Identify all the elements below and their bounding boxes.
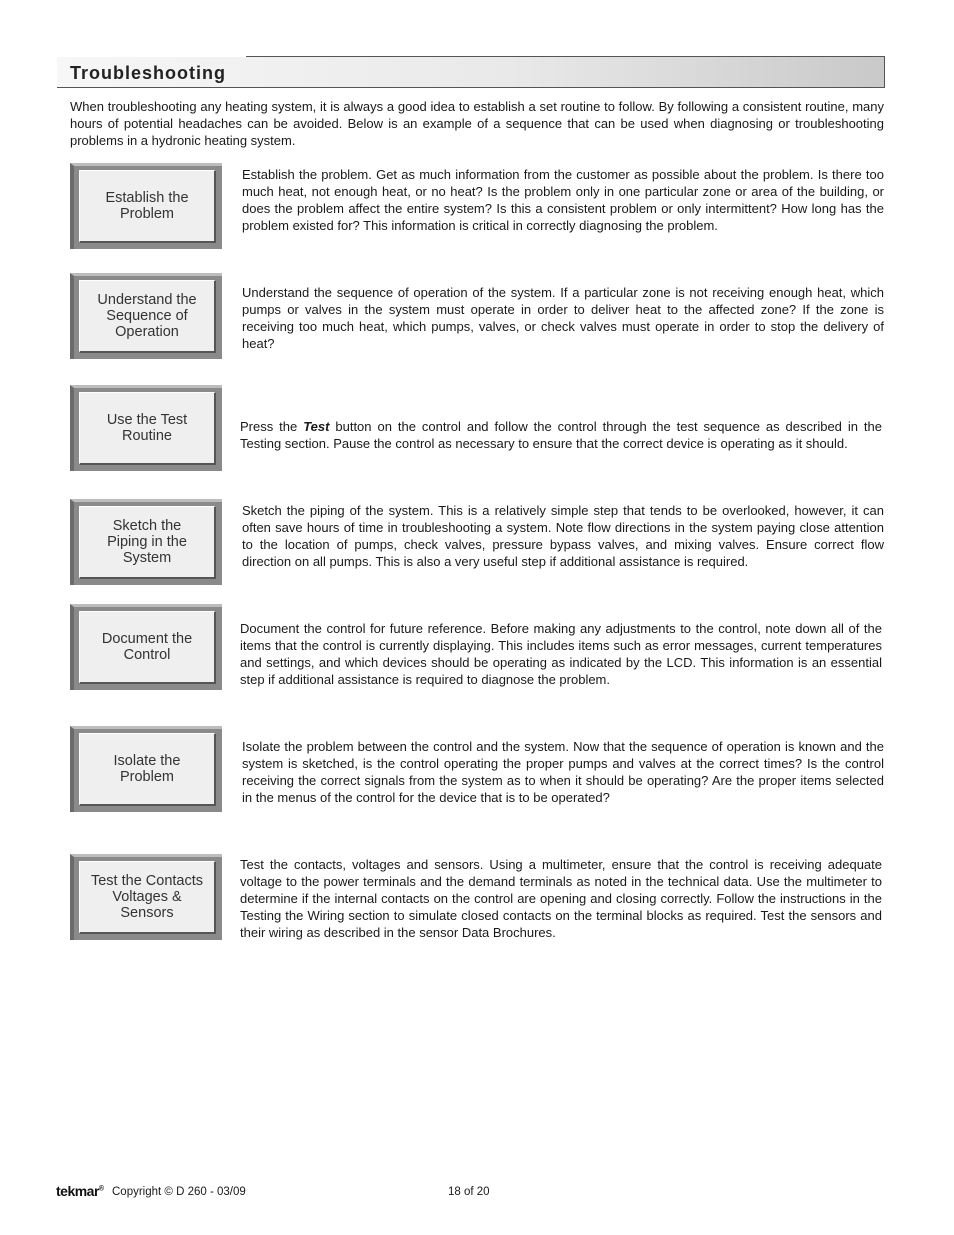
step-label: Establish the Problem: [105, 190, 189, 222]
intro-paragraph: When troubleshooting any heating system, it is always a good idea to establish a set routine to follow. By following a consistent routine, many hours of potential headaches can be avoided. Below is an example of a sequence that can be used when diagnosing or troubleshooting problems in a hydronic heating system.: [70, 99, 884, 148]
test-button-name: Test: [303, 419, 330, 434]
step-label: Document the Control: [101, 631, 193, 663]
step-description: Press the Test button on the control and follow the control through the test sequence as described in the Testing section. Pause the control as necessary to ensure that the correct device is operating as it should.: [240, 419, 882, 451]
step-label-box: [70, 854, 222, 940]
page-title: Troubleshooting: [70, 63, 226, 83]
step-description: Sketch the piping of the system. This is a relatively simple step that tends to be overlooked, however, it can often save hours of time in troubleshooting a system. Note flow directions in the system paying close attention to the location of pumps, check valves, pressure bypass valves, and mixing valves. Ensure correct flow direction on all pumps. This is also a very useful step if additional assistance is required.: [242, 503, 884, 569]
page-number: 18 of 20: [448, 1186, 490, 1198]
step-label-box: [70, 604, 222, 690]
step-label-box: [70, 726, 222, 812]
step-description: Test the contacts, voltages and sensors. Using a multimeter, ensure that the control is receiving adequate voltage to the power terminals and the demand terminals as noted in the technical data. Use the multimeter to determine if the internal contacts on the control are opening and closing correctly. Follow the instructions in the Testing the Wiring section to simulate closed contacts on the terminal blocks as required. Test the sensors and their wiring as described in the sensor Data Brochures.: [240, 857, 882, 940]
copyright-text: Copyright © D 260 - 03/09: [112, 1186, 246, 1198]
step-label-box: [70, 499, 222, 585]
step-label-box: [70, 385, 222, 471]
section-header: [57, 56, 885, 88]
step-label-box: [70, 273, 222, 359]
step-label: Understand the Sequence of Operation: [97, 292, 197, 340]
step-label: Sketch the Piping in the System: [107, 518, 187, 566]
step-description: Understand the sequence of operation of the system. If a particular zone is not receiving enough heat, which pumps or valves in the system must operate in order to deliver heat to the affected zone? If the zone is receiving too much heat, which pumps, valves, or check valves must operate in order to stop the delivery of heat?: [242, 285, 884, 351]
step-label: Isolate the Problem: [113, 753, 181, 785]
tekmar-logo: tekmar®: [56, 1183, 104, 1199]
step-label: Test the Contacts Voltages & Sensors: [90, 873, 204, 921]
step-description: Isolate the problem between the control and the system. Now that the sequence of operation is known and the system is sketched, is the control operating the proper pumps and valves at the correct times? Is the control receiving the correct signals from the system as to when it should be operating? Are the proper items selected in the menus of the control for the device that is to be operated?: [242, 739, 884, 805]
step-label-box: [70, 163, 222, 249]
step-description: Establish the problem. Get as much information from the customer as possible about the problem. Is there too much heat, not enough heat, or no heat? Is the problem only in one particular zone or area of the building, or does the problem affect the entire system? Is this a consistent problem or only intermittent? How long has the problem existed for? This information is critical in correctly diagnosing the problem.: [242, 167, 884, 233]
step-label: Use the Test Routine: [106, 412, 188, 444]
step-description: Document the control for future reference. Before making any adjustments to the control, note down all of the items that the control is currently displaying. This includes items such as error messages, current temperatures and settings, and which devices should be operating as indicated by the LCD. This information is an essential step if additional assistance is required to diagnose the problem.: [240, 621, 882, 687]
